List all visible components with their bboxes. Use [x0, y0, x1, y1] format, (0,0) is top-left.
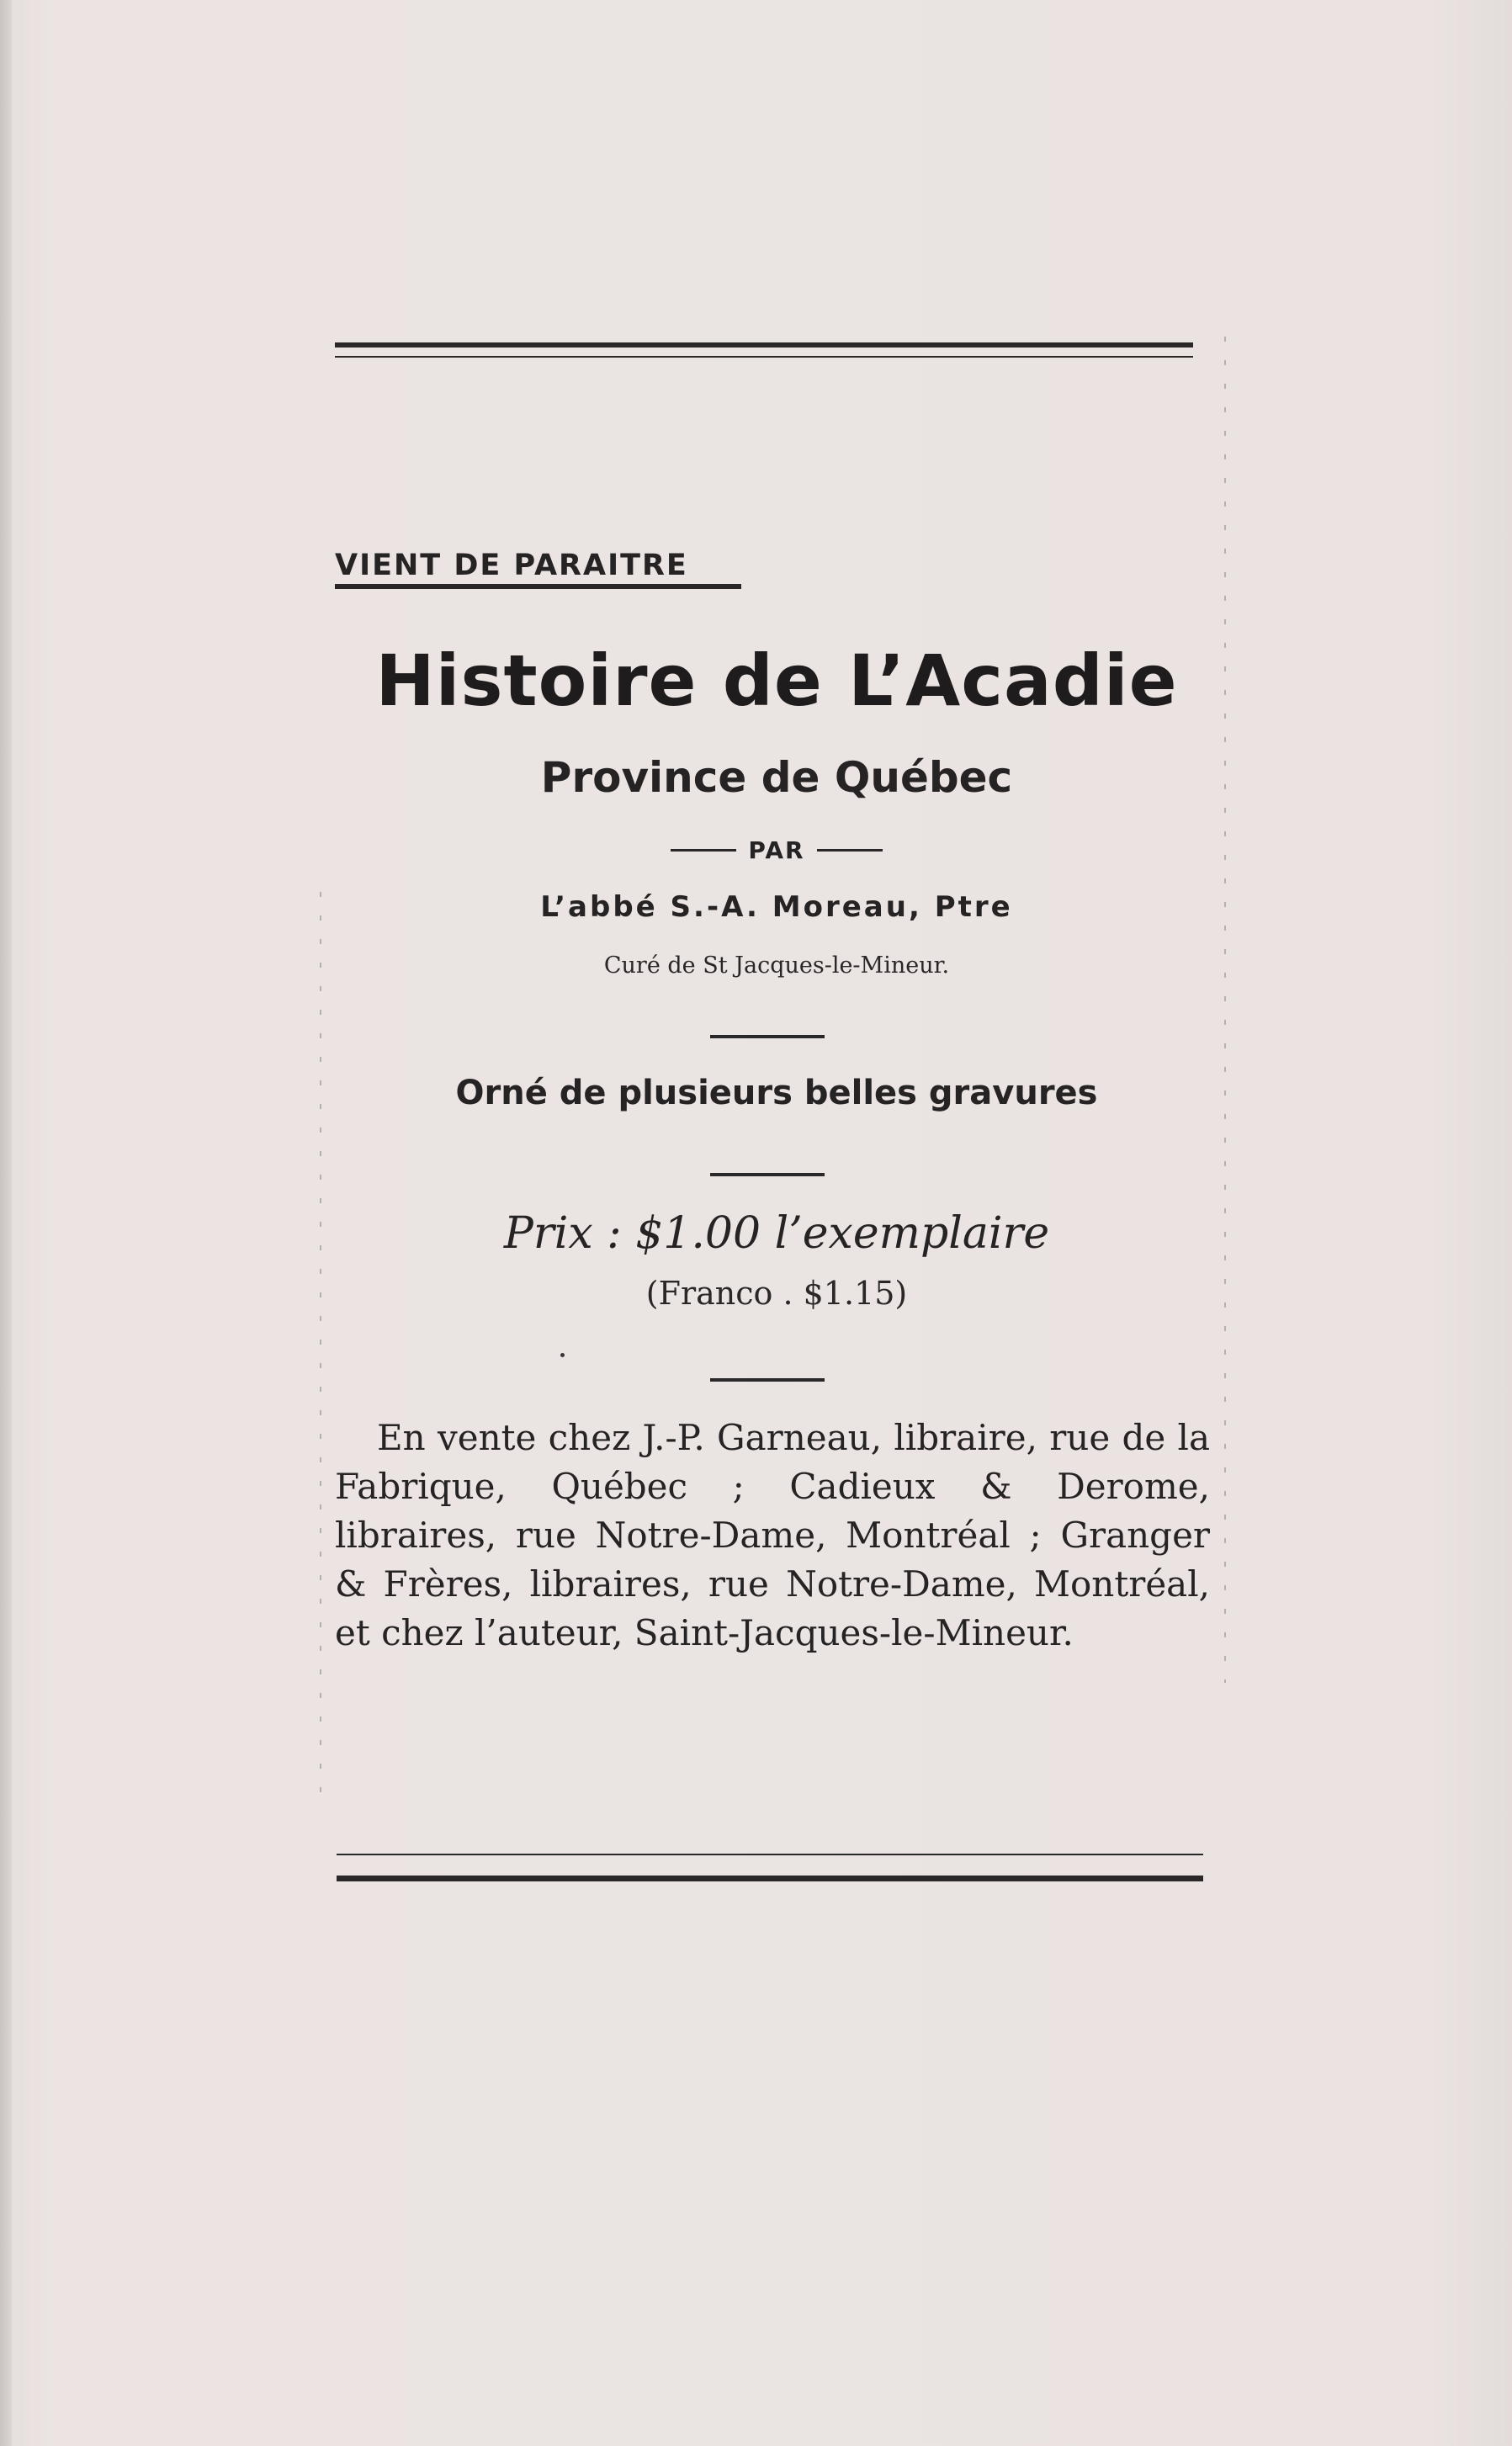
sales-points-paragraph: En vente chez J.-P. Garneau, libraire, rue de la Fabrique, Québec ; Cadieux & Derome, libraires, rue Notre-Dame, Montréal ; Granger & Frères, libraires, rue Notre-Dame, Montréal, et chez l’auteur, Saint-Jacques-le-Mineur.: [335, 1417, 1210, 1653]
frame-dots-left: [320, 892, 321, 1801]
postage-price: (Franco . $1.15): [645, 1275, 908, 1312]
book-title: Histoire de L’Acadie: [375, 639, 1178, 722]
price-line: Prix : $1.00 l’exemplaire: [503, 1208, 1050, 1259]
illustrations-note: Orné de plusieurs belles gravures: [455, 1074, 1098, 1112]
bottom-rule-thin: [337, 1854, 1203, 1855]
by-line-dash-left: [671, 849, 736, 852]
author-position: Curé de St Jacques-le-Mineur.: [603, 952, 950, 979]
separator-rule-3: [710, 1378, 825, 1382]
author-name: L’abbé S.-A. Moreau, Ptre: [540, 890, 1013, 924]
by-label: PAR: [748, 836, 805, 864]
notice-underline: [335, 584, 741, 589]
by-line-dash-right: [817, 849, 883, 852]
ink-speck: [560, 1353, 565, 1357]
book-subtitle: Province de Québec: [540, 753, 1013, 802]
separator-rule-1: [710, 1035, 825, 1038]
book-advertisement: [335, 328, 1218, 1902]
frame-dots-right: [1224, 337, 1226, 1683]
bottom-rule-thick: [337, 1876, 1203, 1881]
separator-rule-2: [710, 1173, 825, 1176]
notice-heading: VIENT DE PARAITRE: [335, 549, 688, 582]
page-spine-shadow: [0, 0, 12, 2446]
by-line: [335, 833, 1218, 867]
